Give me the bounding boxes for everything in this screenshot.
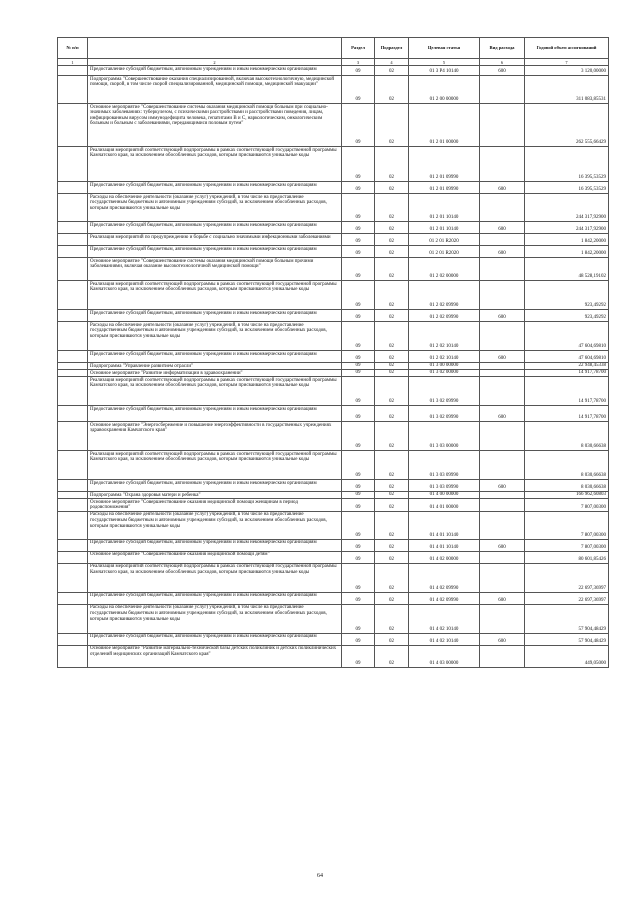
table-row (58, 258, 609, 281)
razdel-cell: 09 (342, 370, 375, 377)
num-cell (58, 406, 88, 422)
page-number: 64 (317, 873, 323, 879)
row-label: Расходы на обеспечение деятельности (оказание услуг) учреждений, в том числе на предоставление государственным бюджетным и автономным учреждениям субсидий, за исключением обособленных расходов, которым присваиваются уникальные коды (90, 194, 327, 211)
table-header (58, 38, 609, 66)
row-label: Предоставление субсидий бюджетным, автономным учреждениям и иным некоммерческим организациям (90, 310, 317, 316)
name-cell (88, 322, 342, 351)
podrazdel-cell: 02 (375, 539, 409, 551)
sum-cell: 14 917,78700 (525, 370, 609, 377)
name-cell (88, 363, 342, 370)
name-cell (88, 492, 342, 499)
podrazdel-cell: 02 (375, 592, 409, 604)
name-cell (88, 604, 342, 633)
razdel-cell: 09 (342, 322, 375, 351)
name-cell (88, 147, 342, 182)
vid-cell (480, 499, 525, 512)
num-cell (58, 246, 88, 258)
vid-cell (480, 422, 525, 451)
cel-cell: 01 3 02 00000 (409, 370, 480, 377)
podrazdel-cell: 02 (375, 604, 409, 633)
table-row (58, 281, 609, 310)
name-cell (88, 310, 342, 322)
col-header-vid: Вид расхода (480, 38, 525, 59)
razdel-cell: 09 (342, 104, 375, 147)
cel-cell: 01 2 01 10140 (409, 222, 480, 234)
col-header-num: № п/п (58, 38, 88, 59)
name-cell (88, 76, 342, 104)
podrazdel-cell: 02 (375, 363, 409, 370)
cel-cell: 01 3 Р4 10140 (409, 66, 480, 76)
table-row (58, 499, 609, 512)
name-cell (88, 258, 342, 281)
cel-cell: 01 2 01 R2020 (409, 246, 480, 258)
sum-cell: 14 917,78700 (525, 377, 609, 406)
podrazdel-cell: 02 (375, 422, 409, 451)
podrazdel-cell: 02 (375, 322, 409, 351)
num-cell (58, 66, 88, 76)
table-row (58, 492, 609, 499)
sum-cell: 7 807,00300 (525, 539, 609, 551)
cel-cell: 01 4 00 00000 (409, 492, 480, 499)
num-cell (58, 310, 88, 322)
cel-cell: 01 4 01 10140 (409, 511, 480, 539)
col-header-name (88, 38, 342, 59)
podrazdel-cell: 02 (375, 480, 409, 492)
razdel-cell: 09 (342, 563, 375, 592)
num-cell (58, 563, 88, 592)
col-header-sum: Годовой объем ассигнований (525, 38, 609, 59)
vid-cell: 600 (480, 592, 525, 604)
razdel-cell: 09 (342, 422, 375, 451)
table-row (58, 104, 609, 147)
sum-cell: 57 904,48429 (525, 633, 609, 645)
podrazdel-cell: 02 (375, 563, 409, 592)
sum-cell: 47 604,69810 (525, 322, 609, 351)
row-label: Предоставление субсидий бюджетным, автономным учреждениям и иным некоммерческим организациям (90, 540, 317, 546)
row-label: Основное мероприятие "Развитие информатизации в здравоохранении" (90, 370, 243, 376)
name-cell (88, 480, 342, 492)
sum-cell: 14 917,78700 (525, 406, 609, 422)
podrazdel-cell: 02 (375, 551, 409, 563)
vid-cell: 600 (480, 539, 525, 551)
vid-cell (480, 451, 525, 480)
razdel-cell: 09 (342, 511, 375, 539)
razdel-cell: 09 (342, 258, 375, 281)
table-row (58, 422, 609, 451)
cel-cell: 01 2 01 09990 (409, 182, 480, 194)
name-cell (88, 351, 342, 363)
table-row (58, 76, 609, 104)
sum-cell: 244 317,92900 (525, 222, 609, 234)
table-row (58, 194, 609, 222)
num-cell (58, 322, 88, 351)
cel-cell: 01 3 03 09990 (409, 451, 480, 480)
name-cell (88, 104, 342, 147)
row-label: Реализация мероприятий соответствующей подпрограммы в рамках соответствующей государственной программы Камчатского края, за исключением обособленных расходов, которым присваиваются уникальные коды (90, 377, 337, 389)
sum-cell: 7 807,00300 (525, 511, 609, 539)
razdel-cell: 09 (342, 246, 375, 258)
num-cell (58, 281, 88, 310)
podrazdel-cell: 02 (375, 194, 409, 222)
row-label: Основное мероприятие "Развитие материально-технической базы детских поликлиник и детских поликлинических отделений медицинских организаций Камчатского края" (90, 646, 337, 658)
cel-cell: 01 2 02 10140 (409, 322, 480, 351)
razdel-cell: 09 (342, 551, 375, 563)
sum-cell: 8 030,66638 (525, 480, 609, 492)
row-label: Предоставление субсидий бюджетным, автономным учреждениям и иным некоммерческим организациям (90, 182, 317, 188)
row-label: Основное мероприятие "Совершенствование системы оказания медицинской помощи больным прочими заболеваниями, включая оказание высокотехнологичной медицинской помощи" (90, 258, 314, 270)
podrazdel-cell: 02 (375, 182, 409, 194)
sum-cell: 47 604,69810 (525, 351, 609, 363)
podrazdel-cell: 02 (375, 377, 409, 406)
table-row (58, 182, 609, 194)
col-number: 4 (375, 59, 409, 66)
name-cell (88, 370, 342, 377)
vid-cell (480, 551, 525, 563)
num-cell (58, 511, 88, 539)
table-row (58, 406, 609, 422)
row-label: Основное мероприятие "Совершенствование оказания медицинской помощи детям" (90, 552, 270, 558)
table-row (58, 351, 609, 363)
razdel-cell: 09 (342, 539, 375, 551)
podrazdel-cell: 02 (375, 645, 409, 667)
name-cell (88, 563, 342, 592)
razdel-cell: 09 (342, 194, 375, 222)
table-row (58, 234, 609, 246)
table-row (58, 592, 609, 604)
razdel-cell: 09 (342, 310, 375, 322)
row-label: Предоставление субсидий бюджетным, автономным учреждениям и иным некоммерческим организациям (90, 351, 317, 357)
num-cell (58, 351, 88, 363)
col-number: 2 (88, 59, 342, 66)
num-cell (58, 645, 88, 667)
podrazdel-cell: 02 (375, 104, 409, 147)
vid-cell (480, 363, 525, 370)
num-cell (58, 104, 88, 147)
name-cell (88, 511, 342, 539)
sum-cell: 57 904,48429 (525, 604, 609, 633)
podrazdel-cell: 02 (375, 310, 409, 322)
sum-cell: 80 601,85426 (525, 551, 609, 563)
name-cell (88, 592, 342, 604)
vid-cell (480, 322, 525, 351)
razdel-cell: 09 (342, 633, 375, 645)
row-label: Реализация мероприятий соответствующей подпрограммы в рамках соответствующей государственной программы Камчатского края, за исключением обособленных расходов, которым присваиваются уникальные коды (90, 281, 337, 293)
sum-cell: 449,05000 (525, 645, 609, 667)
cel-cell: 01 2 02 00000 (409, 258, 480, 281)
vid-cell (480, 604, 525, 633)
cel-cell: 01 2 02 09990 (409, 281, 480, 310)
razdel-cell: 09 (342, 147, 375, 182)
vid-cell (480, 194, 525, 222)
vid-cell (480, 492, 525, 499)
sum-cell: 311 083,85531 (525, 76, 609, 104)
vid-cell (480, 234, 525, 246)
sum-cell: 48 528,19102 (525, 258, 609, 281)
table-row (58, 604, 609, 633)
razdel-cell: 09 (342, 182, 375, 194)
cel-cell: 01 4 01 00000 (409, 499, 480, 512)
name-cell (88, 633, 342, 645)
row-label: Основное мероприятие "Энергосбережение и повышение энергоэффективности в государственных учреждениях здравоохранения Камчатского края" (90, 422, 332, 434)
name-cell (88, 551, 342, 563)
row-label: Основное мероприятие "Совершенствование оказания медицинской помощи женщинам в период родовспоможения" (90, 499, 298, 511)
name-cell (88, 246, 342, 258)
col-number: 1 (58, 59, 88, 66)
row-label: Предоставление субсидий бюджетным, автономным учреждениям и иным некоммерческим организациям (90, 480, 317, 486)
row-label: Предоставление субсидий бюджетным, автономным учреждениям и иным некоммерческим организациям (90, 246, 317, 252)
row-label: Реализация мероприятий соответствующей подпрограммы в рамках соответствующей государственной программы Камчатского края, за исключением обособленных расходов, которым присваиваются уникальные коды (90, 564, 337, 576)
sum-cell: 923,49292 (525, 310, 609, 322)
col-header-cel: Целевая статья (409, 38, 480, 59)
razdel-cell: 09 (342, 234, 375, 246)
table-row (58, 66, 609, 76)
podrazdel-cell: 02 (375, 451, 409, 480)
cel-cell: 01 4 03 00000 (409, 645, 480, 667)
podrazdel-cell: 02 (375, 147, 409, 182)
vid-cell: 600 (480, 480, 525, 492)
vid-cell (480, 645, 525, 667)
vid-cell: 600 (480, 182, 525, 194)
sum-cell: 22 948,45338 (525, 363, 609, 370)
razdel-cell: 09 (342, 604, 375, 633)
vid-cell: 600 (480, 66, 525, 76)
vid-cell (480, 147, 525, 182)
name-cell (88, 222, 342, 234)
podrazdel-cell: 02 (375, 234, 409, 246)
name-cell (88, 182, 342, 194)
razdel-cell: 09 (342, 645, 375, 667)
sum-cell: 3 120,00000 (525, 66, 609, 76)
vid-cell: 600 (480, 351, 525, 363)
vid-cell (480, 563, 525, 592)
podrazdel-cell: 02 (375, 246, 409, 258)
razdel-cell: 09 (342, 406, 375, 422)
vid-cell (480, 370, 525, 377)
cel-cell: 01 2 02 10140 (409, 351, 480, 363)
name-cell (88, 234, 342, 246)
num-cell (58, 551, 88, 563)
row-label: Расходы на обеспечение деятельности (оказание услуг) учреждений, в том числе на предоставление государственным бюджетным и автономным учреждениям субсидий, за исключением обособленных расходов, которым присваиваются уникальные коды (90, 512, 327, 529)
sum-cell: 1 842,20000 (525, 234, 609, 246)
table-row (58, 147, 609, 182)
col-header-podrazdel: Подраздел (375, 38, 409, 59)
cel-cell: 01 3 02 09990 (409, 406, 480, 422)
vid-cell (480, 258, 525, 281)
table-row (58, 322, 609, 351)
col-header-razdel: Раздел (342, 38, 375, 59)
row-label: Основное мероприятие "Совершенствование системы оказания медицинской помощи больным при социально-значимых заболеваниях: туберкулезом, с психическими расстройствами и расстройствами поведения, лицам, инфицированным вирусом иммунодефицита человека, гепатитами В и С, наркологическим, онкологическим больным и больным с заболеваниями, передающимися половым путем" (90, 104, 328, 127)
vid-cell (480, 511, 525, 539)
num-cell (58, 370, 88, 377)
col-number: 5 (409, 59, 480, 66)
sum-cell: 22 697,36997 (525, 592, 609, 604)
row-label: Реализация мероприятий по предупреждению и борьбе с социально значимыми инфекционными заболеваниями (90, 234, 331, 240)
table-row (58, 480, 609, 492)
row-label: Предоставление субсидий бюджетным, автономным учреждениям и иным некоммерческим организациям (90, 406, 317, 412)
num-cell (58, 539, 88, 551)
vid-cell: 600 (480, 310, 525, 322)
table-row (58, 363, 609, 370)
razdel-cell: 09 (342, 592, 375, 604)
table-row (58, 310, 609, 322)
row-label: Расходы на обеспечение деятельности (оказание услуг) учреждений, в том числе на предоставление государственным бюджетным и автономным учреждениям субсидий, за исключением обособленных расходов, которым присваиваются уникальные коды (90, 322, 327, 339)
row-label: Предоставление субсидий бюджетным, автономным учреждениям и иным некоммерческим организациям (90, 222, 317, 228)
table-row (58, 222, 609, 234)
podrazdel-cell: 02 (375, 76, 409, 104)
cel-cell: 01 3 00 00000 (409, 363, 480, 370)
cel-cell: 01 2 01 09990 (409, 147, 480, 182)
table-row (58, 539, 609, 551)
podrazdel-cell: 02 (375, 281, 409, 310)
num-cell (58, 451, 88, 480)
podrazdel-cell: 02 (375, 406, 409, 422)
name-cell (88, 194, 342, 222)
razdel-cell: 09 (342, 222, 375, 234)
table-row (58, 451, 609, 480)
razdel-cell: 09 (342, 76, 375, 104)
razdel-cell: 09 (342, 499, 375, 512)
row-label: Расходы на обеспечение деятельности (оказание услуг) учреждений, в том числе на предоставление государственным бюджетным и автономным учреждениям субсидий, за исключением обособленных расходов, которым присваиваются уникальные коды (90, 605, 327, 622)
cel-cell: 01 4 01 10140 (409, 539, 480, 551)
row-label: Реализация мероприятий соответствующей подпрограммы в рамках соответствующей государственной программы Камчатского края, за исключением обособленных расходов, которым присваиваются уникальные коды (90, 147, 337, 159)
row-label: Подпрограмма "Совершенствование оказания специализированной, включая высокотехнологичную, медицинской помощи, скорой, в том числе скорой специализированной, медицинской помощи, медицинской эвакуации" (90, 76, 335, 88)
num-cell (58, 377, 88, 406)
sum-cell: 1 842,20000 (525, 246, 609, 258)
razdel-cell: 09 (342, 281, 375, 310)
cel-cell: 01 4 02 10140 (409, 604, 480, 633)
podrazdel-cell: 02 (375, 66, 409, 76)
podrazdel-cell: 02 (375, 499, 409, 512)
sum-cell: 244 317,92900 (525, 194, 609, 222)
num-cell (58, 147, 88, 182)
cel-cell: 01 3 03 09990 (409, 480, 480, 492)
cel-cell: 01 2 01 00000 (409, 104, 480, 147)
num-cell (58, 258, 88, 281)
num-cell (58, 222, 88, 234)
name-cell (88, 406, 342, 422)
sum-cell: 16 395,53529 (525, 182, 609, 194)
table-body (58, 66, 609, 668)
vid-cell: 600 (480, 633, 525, 645)
num-cell (58, 633, 88, 645)
cel-cell: 01 2 02 09990 (409, 310, 480, 322)
sum-cell: 7 807,00300 (525, 499, 609, 512)
num-cell (58, 76, 88, 104)
cel-cell: 01 4 02 10140 (409, 633, 480, 645)
razdel-cell: 09 (342, 480, 375, 492)
name-cell (88, 645, 342, 667)
cel-cell: 01 4 02 00000 (409, 551, 480, 563)
budget-table (57, 37, 609, 668)
table-row (58, 377, 609, 406)
num-cell (58, 363, 88, 370)
row-label: Подпрограмма "Охрана здоровья матери и ребенка" (90, 492, 201, 498)
col-number: 3 (342, 59, 375, 66)
num-cell (58, 234, 88, 246)
num-cell (58, 422, 88, 451)
table-row (58, 511, 609, 539)
sum-cell: 16 395,53529 (525, 147, 609, 182)
sum-cell: 166 962,60803 (525, 492, 609, 499)
podrazdel-cell: 02 (375, 351, 409, 363)
sum-cell: 262 555,66429 (525, 104, 609, 147)
podrazdel-cell: 02 (375, 258, 409, 281)
podrazdel-cell: 02 (375, 222, 409, 234)
name-cell (88, 66, 342, 76)
vid-cell (480, 104, 525, 147)
vid-cell: 600 (480, 406, 525, 422)
name-cell (88, 422, 342, 451)
table-row (58, 633, 609, 645)
vid-cell (480, 281, 525, 310)
razdel-cell: 09 (342, 66, 375, 76)
podrazdel-cell: 02 (375, 511, 409, 539)
cel-cell: 01 2 00 00000 (409, 76, 480, 104)
cel-cell: 01 2 01 R2020 (409, 234, 480, 246)
table-row (58, 246, 609, 258)
num-cell (58, 182, 88, 194)
vid-cell: 600 (480, 222, 525, 234)
num-cell (58, 194, 88, 222)
razdel-cell: 09 (342, 451, 375, 480)
vid-cell: 600 (480, 246, 525, 258)
cel-cell: 01 3 03 00000 (409, 422, 480, 451)
num-cell (58, 592, 88, 604)
num-cell (58, 604, 88, 633)
num-cell (58, 492, 88, 499)
podrazdel-cell: 02 (375, 370, 409, 377)
podrazdel-cell: 02 (375, 492, 409, 499)
vid-cell (480, 76, 525, 104)
row-label: Предоставление субсидий бюджетным, автономным учреждениям и иным некоммерческим организациям (90, 593, 317, 599)
name-cell (88, 539, 342, 551)
name-cell (88, 281, 342, 310)
num-cell (58, 480, 88, 492)
cel-cell: 01 4 02 09990 (409, 592, 480, 604)
sum-cell: 923,49292 (525, 281, 609, 310)
row-label: Предоставление субсидий бюджетным, автономным учреждениям и иным некоммерческим организациям (90, 634, 317, 640)
vid-cell (480, 377, 525, 406)
table-row (58, 645, 609, 667)
cel-cell: 01 2 01 10140 (409, 194, 480, 222)
column-number-row (58, 59, 609, 66)
podrazdel-cell: 02 (375, 633, 409, 645)
num-cell (58, 499, 88, 512)
table-row (58, 370, 609, 377)
row-label: Предоставление субсидий бюджетным, автономным учреждениям и иным некоммерческим организациям (90, 66, 317, 72)
row-label: Реализация мероприятий соответствующей подпрограммы в рамках соответствующей государственной программы Камчатского края, за исключением обособленных расходов, которым присваиваются уникальные коды (90, 451, 337, 463)
table-row (58, 551, 609, 563)
name-cell (88, 451, 342, 480)
razdel-cell: 09 (342, 492, 375, 499)
name-cell (88, 377, 342, 406)
sum-cell: 22 697,36997 (525, 563, 609, 592)
cel-cell: 01 4 02 09990 (409, 563, 480, 592)
col-number: 6 (480, 59, 525, 66)
table-row (58, 563, 609, 592)
razdel-cell: 09 (342, 363, 375, 370)
sum-cell: 8 030,66638 (525, 451, 609, 480)
razdel-cell: 09 (342, 351, 375, 363)
col-number: 7 (525, 59, 609, 66)
cel-cell: 01 3 02 09990 (409, 377, 480, 406)
sum-cell: 8 030,66638 (525, 422, 609, 451)
name-cell (88, 499, 342, 512)
row-label: Подпрограмма "Управление развитием отрасли" (90, 363, 194, 369)
razdel-cell: 09 (342, 377, 375, 406)
